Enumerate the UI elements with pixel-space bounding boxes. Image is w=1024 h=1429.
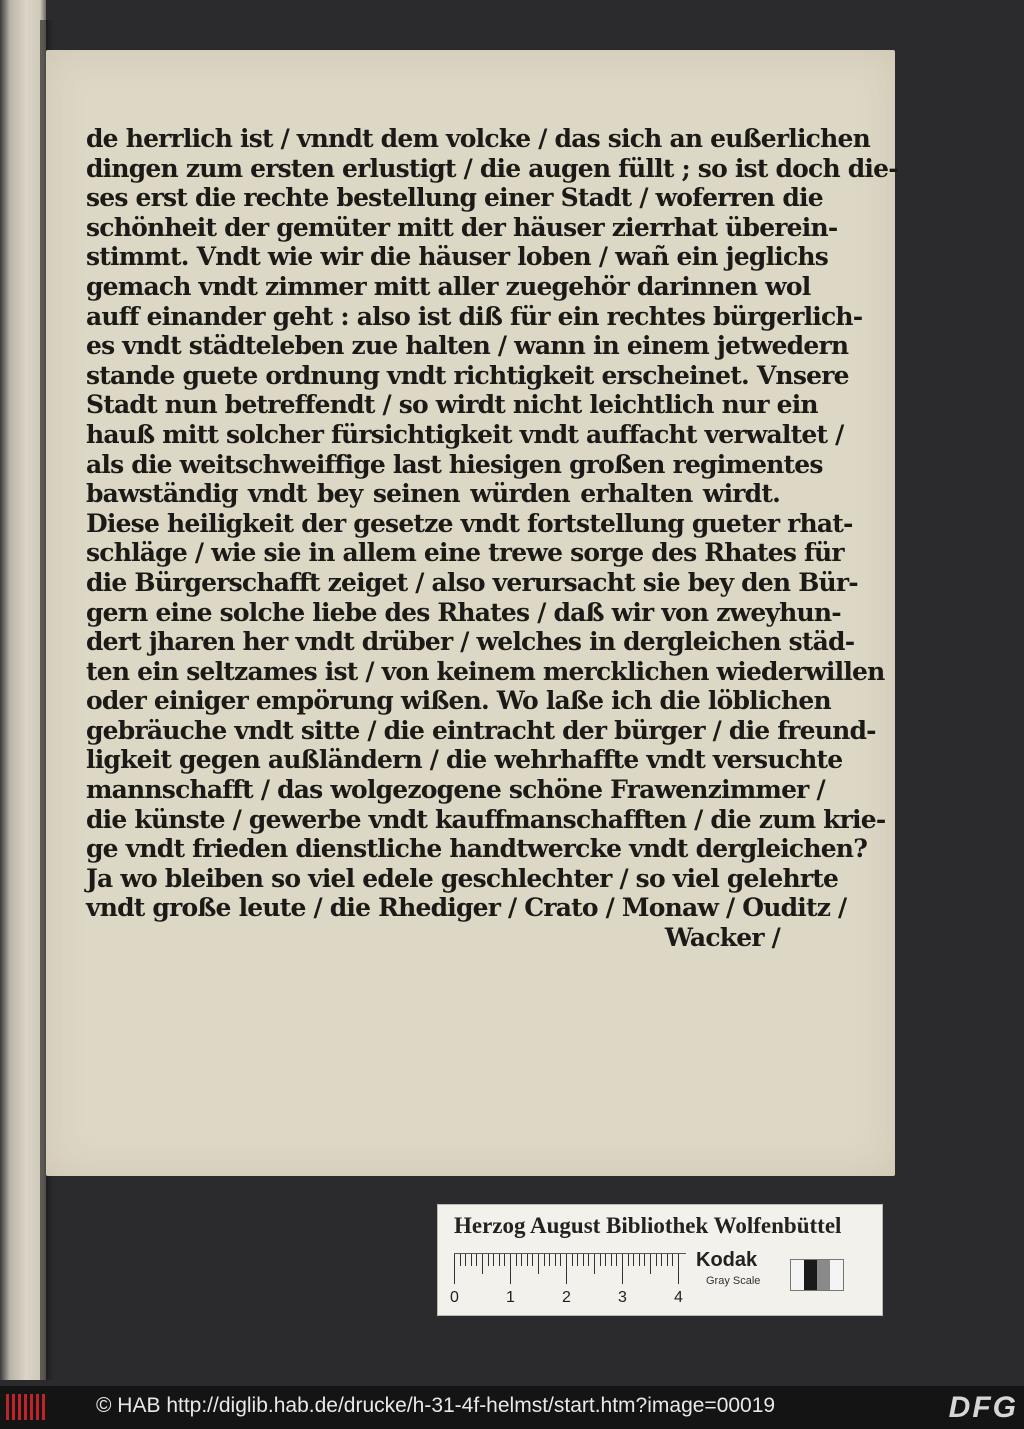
text-line: schönheit der gemüter mitt der häuser zierrhat überein- bbox=[86, 212, 838, 242]
text-line: ses erst die rechte bestellung einer Stadt / woferren die bbox=[86, 183, 823, 213]
text-line: ligkeit gegen außländern / die wehrhaffte vndt versuchte bbox=[86, 745, 843, 775]
ruler-tick bbox=[482, 1254, 483, 1274]
ruler-tick bbox=[583, 1254, 584, 1266]
text-line: gebräuche vndt sitte / die eintracht der bürger / die freund- bbox=[86, 715, 876, 745]
text-line: die künste / gewerbe vndt kauffmanschafften / die zum krie- bbox=[86, 804, 886, 834]
text-line: vndt große leute / die Rhediger / Crato / Monaw / Ouditz / bbox=[86, 893, 847, 923]
document-page bbox=[46, 50, 898, 1176]
ruler-tick bbox=[527, 1254, 528, 1266]
ruler-tick bbox=[605, 1254, 606, 1266]
ruler-tick bbox=[566, 1254, 567, 1284]
ruler-tick bbox=[499, 1254, 500, 1266]
ruler-tick bbox=[504, 1254, 505, 1266]
text-line: dingen zum ersten erlustigt / die augen füllt ; so ist doch die- bbox=[86, 153, 898, 183]
kodak-logo: Kodak bbox=[696, 1249, 758, 1271]
text-line: gemach vndt zimmer mitt aller zuegehör darinnen wol bbox=[86, 271, 811, 301]
text-line: hauß mitt solcher fürsichtigkeit vndt auffacht verwaltet / bbox=[86, 419, 844, 449]
text-line: bawständig vndt bey seinen würden erhalten wirdt. bbox=[86, 479, 780, 509]
ruler-tick bbox=[465, 1254, 466, 1266]
text-line: mannschafft / das wolgezogene schöne Frawenzimmer / bbox=[86, 775, 825, 805]
footer-bar bbox=[0, 1386, 1024, 1429]
text-line: die Bürgerschafft zeiget / also verursacht sie bey den Bür- bbox=[86, 567, 858, 597]
ruler-tick bbox=[549, 1254, 550, 1266]
text-line: es vndt städteleben zue halten / wann in einem jetwedern bbox=[86, 331, 849, 361]
ruler-tick bbox=[493, 1254, 494, 1266]
ruler-tick bbox=[678, 1254, 679, 1284]
barcode-icon bbox=[6, 1394, 46, 1420]
ruler-tick bbox=[532, 1254, 533, 1266]
text-line: de herrlich ist / vnndt dem volcke / das sich an eußerlichen bbox=[86, 124, 870, 153]
gray-scale-patches bbox=[790, 1259, 844, 1291]
ruler-number: 4 bbox=[674, 1289, 683, 1306]
text-line: stande guete ordnung vndt richtigkeit erscheinet. Vnsere bbox=[86, 360, 849, 390]
ruler-tick bbox=[622, 1254, 623, 1284]
ruler-tick bbox=[577, 1254, 578, 1266]
ruler-tick bbox=[454, 1254, 455, 1284]
ruler-tick bbox=[672, 1254, 673, 1266]
ruler-tick bbox=[667, 1254, 668, 1266]
ruler-tick bbox=[471, 1254, 472, 1266]
ruler-number: 3 bbox=[618, 1289, 627, 1306]
ruler-tick bbox=[572, 1254, 573, 1266]
text-line: Ja wo bleiben so viel edele geschlechter / so viel gelehrte bbox=[86, 863, 839, 893]
ruler-tick bbox=[656, 1254, 657, 1266]
ruler-numbers bbox=[450, 1289, 690, 1309]
library-name: Herzog August Bibliothek Wolfenbüttel bbox=[454, 1213, 842, 1238]
text-line: dert jharen her vndt drüber / welches in dergleichen städ- bbox=[86, 627, 855, 657]
ruler-tick bbox=[560, 1254, 561, 1266]
text-line: Diese heiligkeit der gesetze vndt fortstellung gueter rhat- bbox=[86, 508, 853, 538]
catchword: Wacker / bbox=[664, 923, 780, 953]
ruler-tick bbox=[521, 1254, 522, 1266]
ruler-tick bbox=[644, 1254, 645, 1266]
page-text-block bbox=[86, 124, 898, 953]
source-citation-link[interactable]: © HAB http://diglib.hab.de/drucke/h-31-4f-helmst/start.htm?image=00019 bbox=[96, 1394, 776, 1417]
ruler-tick bbox=[588, 1254, 589, 1266]
ruler-tick bbox=[616, 1254, 617, 1266]
text-line: schläge / wie sie in allem eine trewe sorge des Rhates für bbox=[86, 538, 844, 568]
ruler-tick bbox=[611, 1254, 612, 1266]
text-line: auff einander geht : also ist diß für ein rechtes bürgerlich- bbox=[86, 301, 863, 331]
ruler-tick bbox=[488, 1254, 489, 1266]
gray-scale-label: Gray Scale bbox=[706, 1275, 761, 1287]
text-line: Stadt nun betreffendt / so wirdt nicht leichtlich nur ein bbox=[86, 390, 818, 420]
ruler-tick bbox=[516, 1254, 517, 1266]
text-line: stimmt. Vndt wie wir die häuser loben / wañ ein jeglichs bbox=[86, 242, 829, 272]
ruler-number: 0 bbox=[450, 1289, 459, 1306]
text-line: als die weitschweiffige last hiesigen großen regimentes bbox=[86, 449, 823, 479]
ruler-tick bbox=[639, 1254, 640, 1266]
ruler-tick bbox=[661, 1254, 662, 1266]
color-reference-card bbox=[437, 1204, 883, 1316]
ruler-tick bbox=[510, 1254, 511, 1284]
ruler-tick bbox=[555, 1254, 556, 1266]
ruler-number: 1 bbox=[506, 1289, 515, 1306]
ruler-tick bbox=[476, 1254, 477, 1266]
ruler-tick bbox=[600, 1254, 601, 1266]
ruler-tick bbox=[460, 1254, 461, 1266]
ruler-tick bbox=[628, 1254, 629, 1266]
ruler-tick bbox=[544, 1254, 545, 1266]
dfg-logo: DFG bbox=[948, 1391, 1018, 1424]
ruler-number: 2 bbox=[562, 1289, 571, 1306]
ruler-tick bbox=[650, 1254, 651, 1274]
measurement-ruler bbox=[454, 1253, 686, 1290]
text-line: ten ein seltzames ist / von keinem mercklichen wiederwillen bbox=[86, 656, 885, 686]
ruler-tick bbox=[594, 1254, 595, 1274]
text-line: oder einiger empörung wißen. Wo laße ich die löblichen bbox=[86, 686, 831, 716]
text-line: gern eine solche liebe des Rhates / daß wir von zweyhun- bbox=[86, 597, 841, 627]
ruler-tick bbox=[538, 1254, 539, 1274]
text-line: ge vndt frieden dienstliche handtwercke vndt dergleichen? bbox=[86, 834, 868, 864]
ruler-tick bbox=[633, 1254, 634, 1266]
